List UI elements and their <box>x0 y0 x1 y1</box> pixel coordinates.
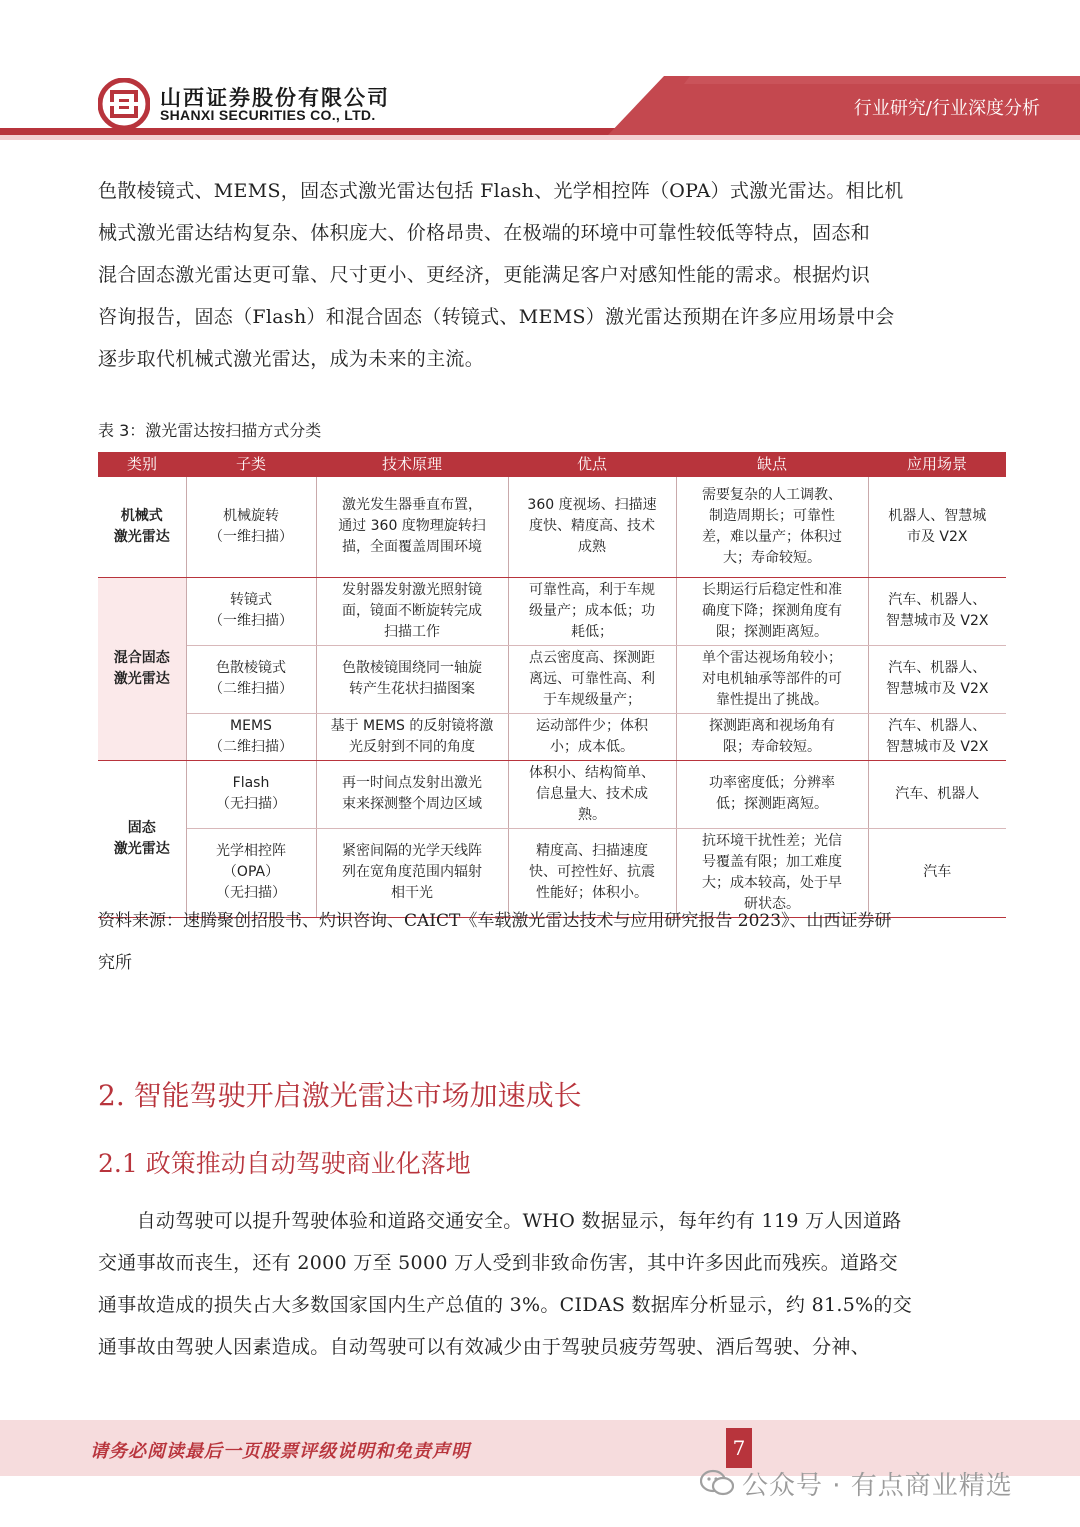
category-cell: 混合固态 激光雷达 <box>98 577 186 760</box>
header-subcategory: 子类 <box>186 452 316 477</box>
applications-cell: 汽车、机器人、 智慧城市及 V2X <box>868 577 1006 645</box>
body-line: 交通事故而丧生，还有 2000 万至 5000 万人受到非致命伤害，其中许多因此而残疾。道路交 <box>98 1252 898 1274</box>
disadvantages-cell: 长期运行后稳定性和准 确度下降；探测角度有 限；探测距离短。 <box>676 577 868 645</box>
page-number: 7 <box>726 1428 752 1468</box>
body-line: 通事故造成的损失占大多数国家国内生产总值的 3%。CIDAS 数据库分析显示，约 81.5%的交 <box>98 1294 913 1316</box>
subcategory-cell: 光学相控阵 （OPA） （无扫描） <box>186 828 316 917</box>
applications-cell: 汽车、机器人、 智慧城市及 V2X <box>868 713 1006 760</box>
principle-cell: 发射器发射激光照射镜 面，镜面不断旋转完成 扫描工作 <box>316 577 508 645</box>
subsection-title: 2.1 政策推动自动驾驶商业化落地 <box>98 1149 471 1178</box>
disadvantages-cell: 需要复杂的人工调教、 制造周期长；可靠性 差，难以量产；体积过 大；寿命较短。 <box>676 477 868 577</box>
header-applications: 应用场景 <box>868 452 1006 477</box>
intro-line: 逐步取代机械式激光雷达，成为未来的主流。 <box>98 348 485 370</box>
table-caption: 表 3：激光雷达按扫描方式分类 <box>98 421 322 440</box>
table-row <box>98 713 1006 760</box>
advantages-cell: 点云密度高、探测距 离远、可靠性高、利 于车规级量产； <box>508 645 676 713</box>
intro-line: 咨询报告，固态（Flash）和混合固态（转镜式、MEMS）激光雷达预期在许多应用场景中会 <box>98 306 895 328</box>
subcategory-cell: 转镜式 （一维扫描） <box>186 577 316 645</box>
advantages-cell: 360 度视场、扫描速 度快、精度高、技术 成熟 <box>508 477 676 577</box>
disadvantages-cell: 抗环境干扰性差；光信 号覆盖有限；加工难度 大；成本较高，处于早 研状态。 <box>676 828 868 917</box>
wechat-icon <box>700 1469 734 1497</box>
table-row <box>98 577 1006 645</box>
principle-cell: 基于 MEMS 的反射镜将激 光反射到不同的角度 <box>316 713 508 760</box>
intro-paragraph <box>98 170 984 380</box>
company-name-en: SHANXI SECURITIES CO., LTD. <box>160 107 376 123</box>
table-row <box>98 645 1006 713</box>
category-cell: 固态 激光雷达 <box>98 760 186 917</box>
applications-cell: 机器人、智慧城 市及 V2X <box>868 477 1006 577</box>
intro-line: 混合固态激光雷达更可靠、尺寸更小、更经济，更能满足客户对感知性能的需求。根据灼识 <box>98 264 871 286</box>
applications-cell: 汽车、机器人 <box>868 760 1006 828</box>
table-row <box>98 477 1006 577</box>
disclaimer-text: 请务必阅读最后一页股票评级说明和免责声明 <box>90 1441 470 1462</box>
advantages-cell: 可靠性高，利于车规 级量产；成本低；功 耗低； <box>508 577 676 645</box>
company-name-cn: 山西证券股份有限公司 <box>160 86 390 110</box>
source-line: 资料来源：速腾聚创招股书、灼识咨询、CAICT《车载激光雷达技术与应用研究报告 2023》、山西证券研 <box>98 911 892 931</box>
subcategory-cell: 机械旋转 （一维扫描） <box>186 477 316 577</box>
applications-cell: 汽车 <box>868 828 1006 917</box>
lidar-classification-table <box>98 452 1006 918</box>
principle-cell: 激光发生器垂直布置， 通过 360 度物理旋转扫 描，全面覆盖周围环境 <box>316 477 508 577</box>
disadvantages-cell: 探测距离和视场角有 限；寿命较短。 <box>676 713 868 760</box>
table-body <box>98 477 1006 917</box>
report-category: 行业研究/行业深度分析 <box>853 98 1040 119</box>
header-principle: 技术原理 <box>316 452 508 477</box>
table-header-row <box>98 452 1006 477</box>
table-row <box>98 760 1006 828</box>
disadvantages-cell: 功率密度低；分辨率 低；探测距离短。 <box>676 760 868 828</box>
subcategory-cell: MEMS （二维扫描） <box>186 713 316 760</box>
header-disadvantages: 缺点 <box>676 452 868 477</box>
section-title: 2. 智能驾驶开启激光雷达市场加速成长 <box>98 1079 582 1112</box>
subcategory-cell: Flash （无扫描） <box>186 760 316 828</box>
principle-cell: 再一时间点发射出激光 束来探测整个周边区域 <box>316 760 508 828</box>
applications-cell: 汽车、机器人、 智慧城市及 V2X <box>868 645 1006 713</box>
advantages-cell: 运动部件少；体积 小；成本低。 <box>508 713 676 760</box>
body-line: 自动驾驶可以提升驾驶体验和道路交通安全。WHO 数据显示，每年约有 119 万人因道路 <box>98 1210 902 1232</box>
source-line: 究所 <box>98 953 132 973</box>
company-logo-icon <box>98 78 150 130</box>
advantages-cell: 精度高、扫描速度 快、可控性好、抗震 性能好；体积小。 <box>508 828 676 917</box>
watermark-text: 公众号 · 有点商业精选 <box>742 1471 1013 1501</box>
body-line: 通事故由驾驶人因素造成。自动驾驶可以有效减少由于驾驶员疲劳驾驶、酒后驾驶、分神、 <box>98 1336 871 1358</box>
principle-cell: 紧密间隔的光学天线阵 列在宽角度范围内辐射 相干光 <box>316 828 508 917</box>
header-advantages: 优点 <box>508 452 676 477</box>
body-paragraph <box>98 1200 984 1368</box>
disadvantages-cell: 单个雷达视场角较小； 对电机轴承等部件的可 靠性提出了挑战。 <box>676 645 868 713</box>
intro-line: 色散棱镜式、MEMS，固态式激光雷达包括 Flash、光学相控阵（OPA）式激光雷达。相比机 <box>98 180 904 202</box>
principle-cell: 色散棱镜围绕同一轴旋 转产生花状扫描图案 <box>316 645 508 713</box>
advantages-cell: 体积小、结构简单、 信息量大、技术成 熟。 <box>508 760 676 828</box>
subcategory-cell: 色散棱镜式 （二维扫描） <box>186 645 316 713</box>
intro-line: 械式激光雷达结构复杂、体积庞大、价格昂贵、在极端的环境中可靠性较低等特点，固态和 <box>98 222 871 244</box>
table-source <box>98 900 984 984</box>
category-cell: 机械式 激光雷达 <box>98 477 186 577</box>
header-category: 类别 <box>98 452 186 477</box>
